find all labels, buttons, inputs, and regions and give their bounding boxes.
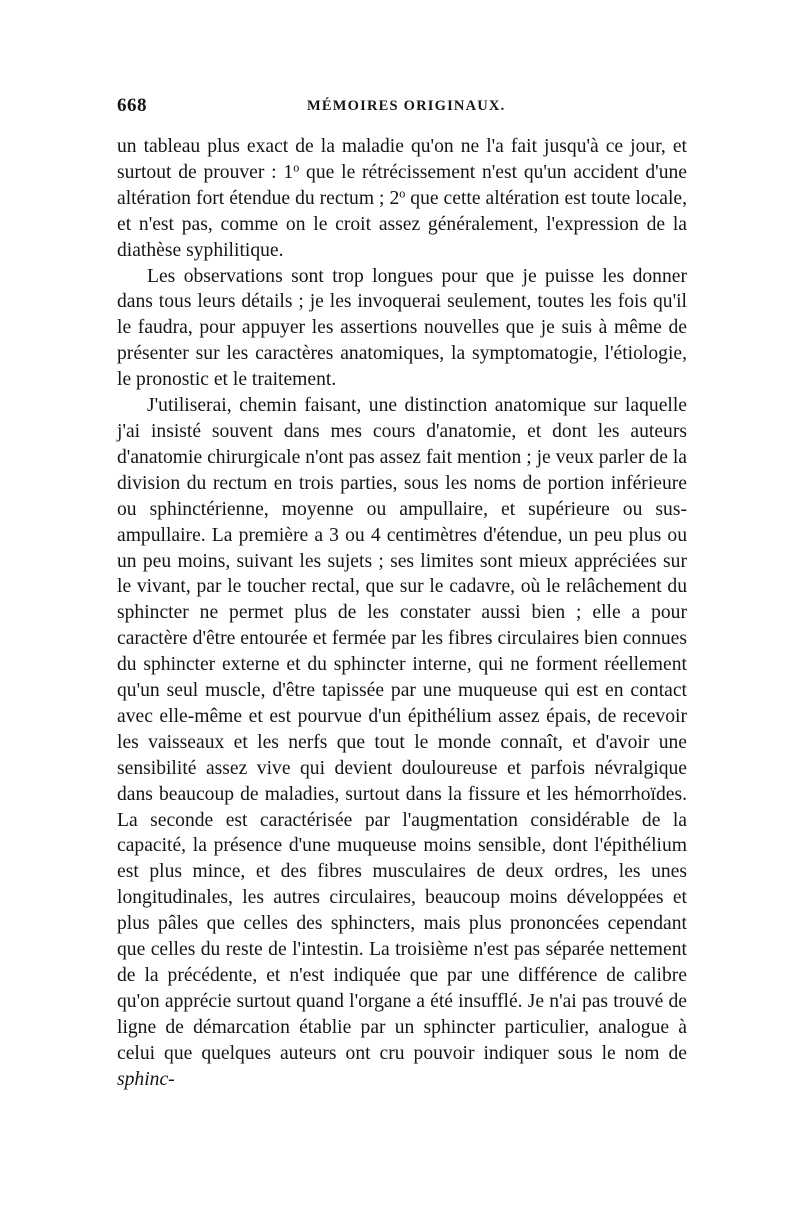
catchword: sphinc-	[117, 1068, 175, 1090]
paragraph-anatomy	[117, 393, 687, 1092]
paragraph-text: J'utiliserai, chemin faisant, une distinction anatomique sur laquelle j'ai insisté souvent dans mes cours d'anatomie, et dont les auteurs d'anatomie chirurgicale n'ont pas assez fait mention ; je veux parler de la division du rectum en trois parties, sous les noms de portion inférieure ou sphinctérienne, moyenne ou ampullaire, et supérieure ou sus-ampullaire. La première a 3 ou 4 centimètres d'étendue, un peu plus ou un peu moins, suivant les sujets ; ses limites sont mieux appréciées sur le vivant, par le toucher rectal, que sur le cadavre, où le relâchement du sphincter ne permet plus de les constater aussi bien ; elle a pour caractère d'être entourée et fermée par les fibres circulaires bien connues du sphincter externe et du sphincter interne, qui ne forment réellement qu'un seul muscle, d'être tapissée par une muqueuse qui est en contact avec elle-même et est pourvue d'un épithélium assez épais, de recevoir les vaisseaux et les nerfs que tout le monde connaît, et d'avoir une sensibilité assez vive qui devient douloureuse et parfois névralgique dans beaucoup de maladies, surtout dans la fissure et les hémorrhoïdes. La seconde est caractérisée par l'augmentation considérable de la capacité, la présence d'une muqueuse moins sensible, dont l'épithélium est plus mince, et des fibres musculaires de deux ordres, les unes longitudinales, les autres circulaires, beaucoup moins développées et plus pâles que celles des sphincters, mais plus prononcées cependant que celles du reste de l'intestin. La troisième n'est pas séparée nettement de la précédente, et n'est indiquée que par une différence de calibre qu'on apprécie surtout quand l'organe a été insufflé. Je n'ai pas trouvé de ligne de démarcation établie par un sphincter particulier, analogue à celui que quelques auteurs ont cru pouvoir indiquer sous le nom de	[117, 395, 687, 1064]
paragraph-text: un tableau plus exact de la maladie qu'on ne l'a fait jusqu'à ce jour, et surtout de prouver : 1	[117, 136, 687, 183]
paragraph-continuation	[117, 134, 687, 264]
ordinal-superscript: o	[293, 160, 300, 175]
running-title: MÉMOIRES ORIGINAUX.	[307, 98, 506, 114]
paragraph-text: que cette altération est toute locale, et n'est pas, comme on le croit assez généralement, l'expression de la diathèse syphilitique.	[117, 187, 688, 261]
running-head	[117, 95, 687, 119]
page-number: 668	[117, 95, 147, 116]
paragraph-observations: Les observations sont trop longues pour que je puisse les donner dans tous leurs détails ; je les invoquerai seulement, toutes les fois qu'il le faudra, pour appuyer les assertions nouvelles que je suis à même de présenter sur les caractères anatomiques, la symptomatogie, l'étiologie, le pronostic et le traitement.	[117, 265, 687, 391]
ordinal-superscript: o	[399, 186, 406, 201]
paragraph-text: que le rétrécissement n'est qu'un accident d'une altération fort étendue du rectum ; 2	[117, 161, 687, 209]
body-text	[117, 134, 687, 1093]
